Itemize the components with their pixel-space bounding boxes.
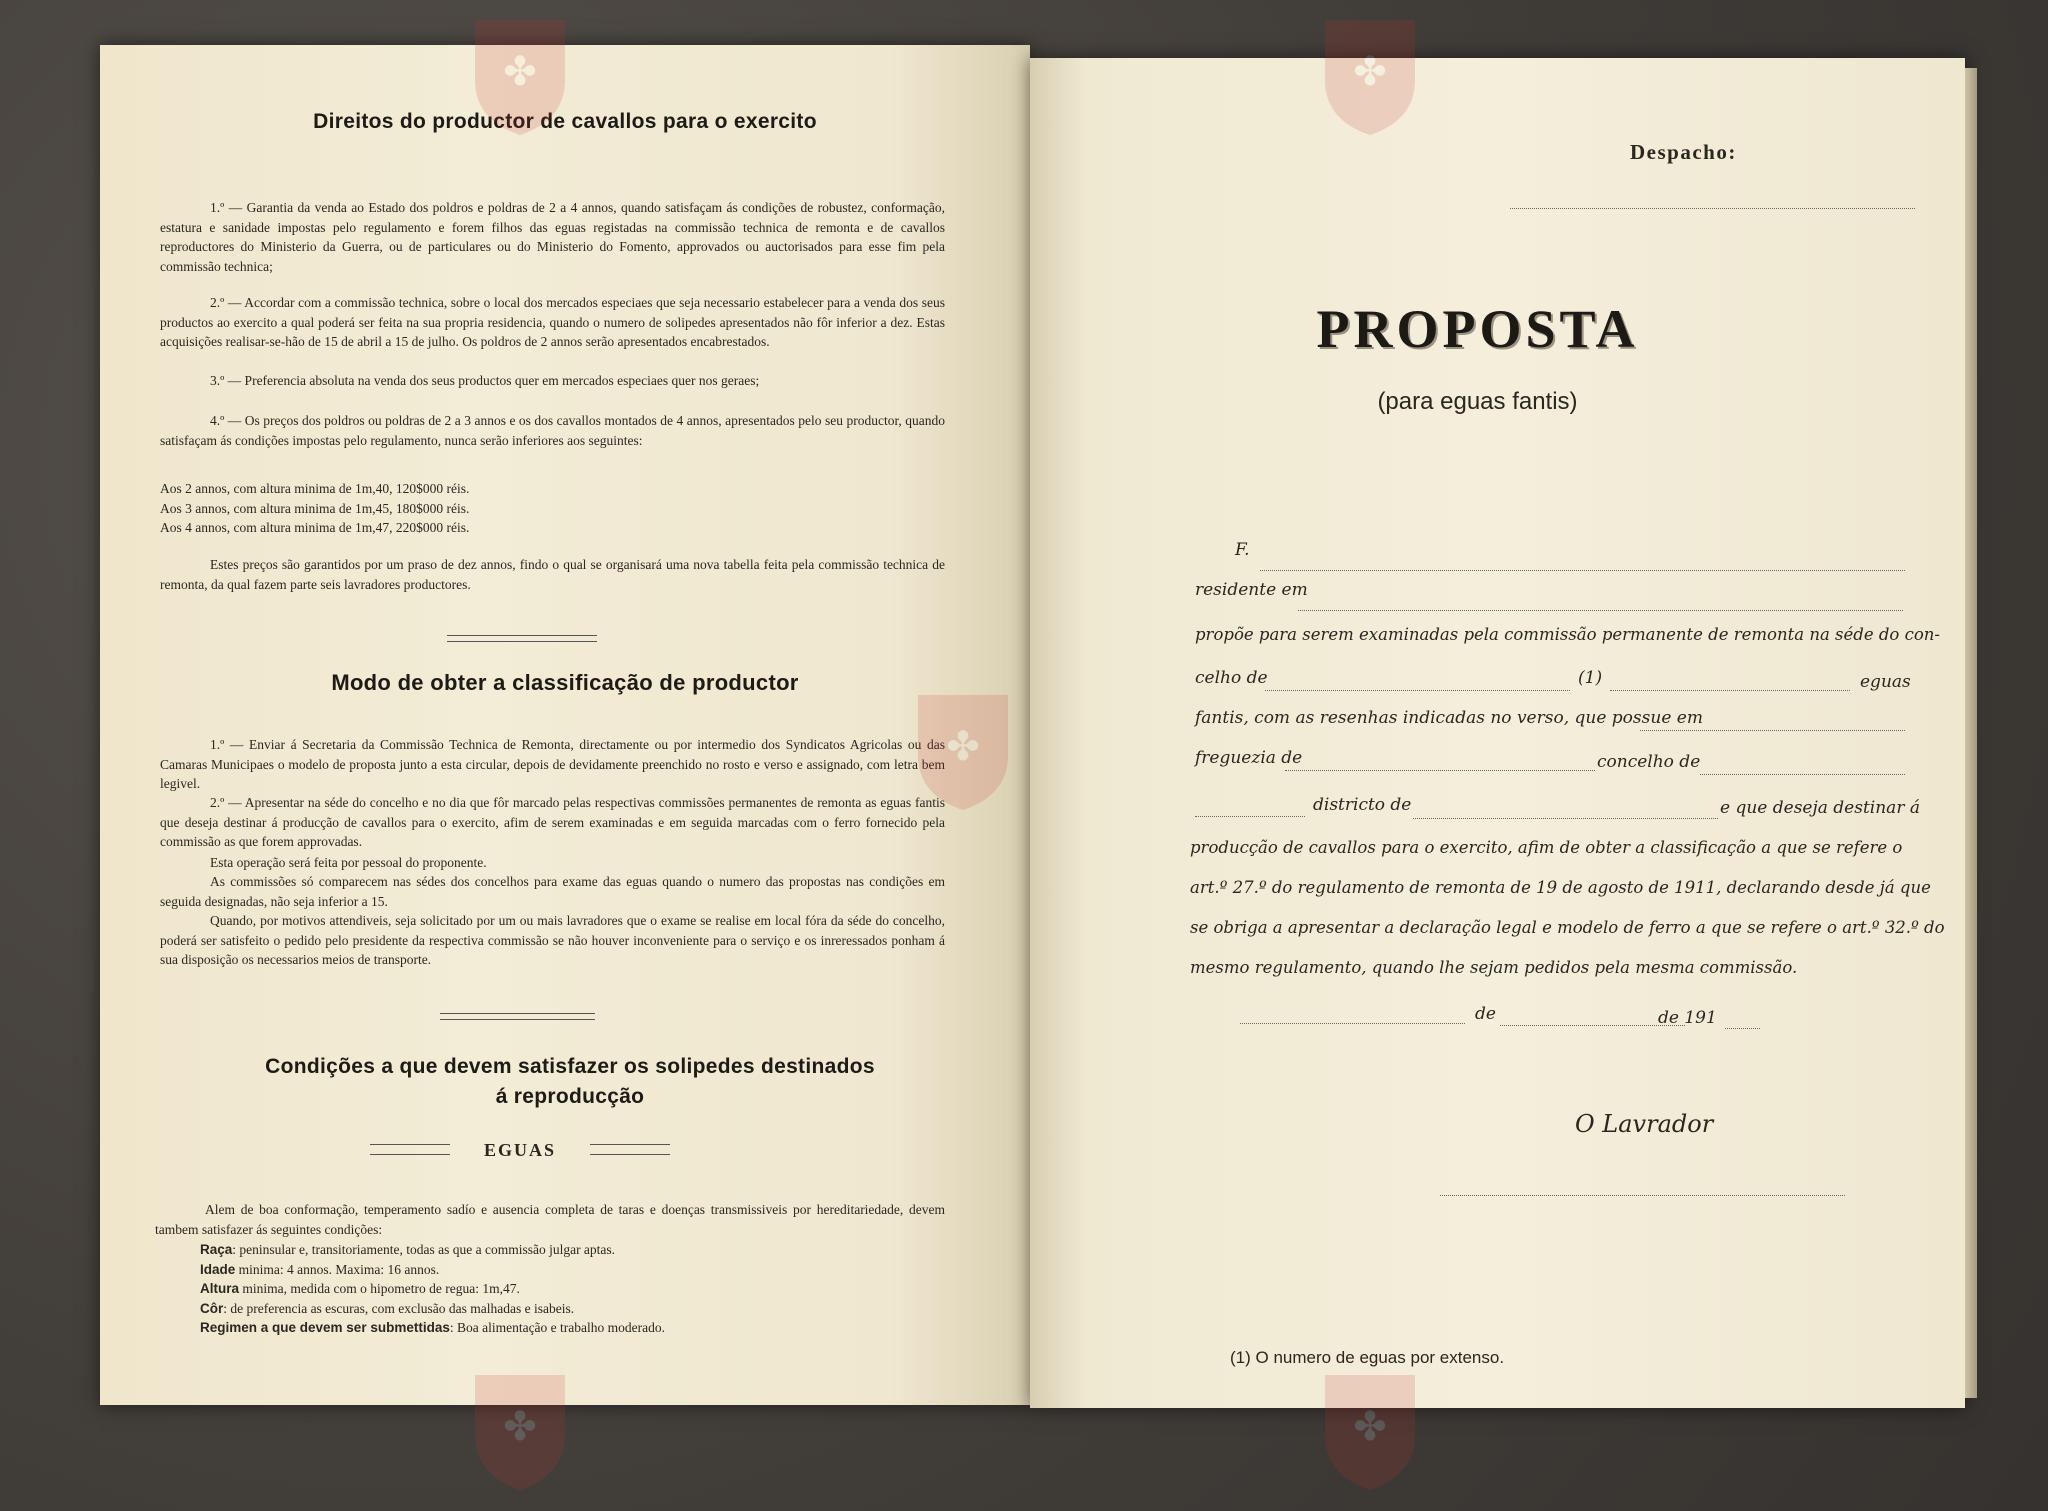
form-pre-districto-line[interactable] (1195, 816, 1305, 817)
svg-text:✤: ✤ (1353, 49, 1387, 95)
price-3-years: Aos 3 annos, com altura minima de 1m,45, 180$000 réis. (160, 500, 470, 516)
right-page (1030, 58, 1965, 1408)
form-line-10: se obriga a apresentar a declaração legal e modelo de ferro a que se refere o art.º 32.º do (1190, 918, 1945, 937)
form-f-label: F. (1235, 540, 1250, 560)
form-residence-line[interactable] (1298, 610, 1903, 611)
form-concelho-line[interactable] (1265, 690, 1570, 691)
rights-item-4: 4.º — Os preços dos poldros ou poldras de 2 a 3 annos e os dos cavallos montados de 4 annos, apresentados pelo seu productor, quando satisfaçam ás condições impostas pelo regulamento, nunca serão inferiores aos seguintes: (160, 413, 945, 448)
rights-item-1: 1.º — Garantia da venda ao Estado dos poldros e poldras de 2 a 4 annos, quando satisfaçam ás condições de robustez, conformação, estatura e sanidade impostas pelo regulamento e forem filhos das eguas registadas na commissão technica de remonta e de cavallos reproductores do Ministerio da Guerra, ou de particulares ou do Ministerio do Fomento, approvados ou auctorisados para esse fim pela commissão technica; (160, 200, 945, 274)
condition-idade: Idade minima: 4 annos. Maxima: 16 annos. (200, 1261, 440, 1277)
form-concelho-de-label: celho de (1195, 668, 1268, 688)
despacho-line (1510, 208, 1915, 209)
form-possue-line[interactable] (1640, 730, 1905, 731)
condition-cor: Côr: de preferencia as escuras, com exclusão das malhadas e isabeis. (200, 1300, 575, 1316)
eguas-heading (370, 1140, 670, 1164)
heading-conditions-2: á reproducção (495, 1085, 645, 1108)
form-districto-label: districto de (1313, 795, 1412, 815)
svg-text:✤: ✤ (946, 724, 980, 770)
price-list (160, 479, 945, 538)
form-freguezia-label: freguezia de (1195, 748, 1303, 768)
form-footnote-ref: (1) (1578, 668, 1603, 688)
rights-item-3: 3.º — Preferencia absoluta na venda dos seus productos quer em mercados especiaes quer nos geraes; (210, 373, 760, 388)
form-freguezia-line[interactable] (1285, 770, 1595, 771)
watermark-seal-icon (1315, 1365, 1425, 1495)
form-de-label: de (1475, 1004, 1496, 1024)
heading-classification: Modo de obter a classificação de productor (331, 670, 799, 695)
heading-conditions-1: Condições a que devem satisfazer os solipedes destinados (265, 1055, 875, 1078)
condition-raca: Raça: peninsular e, transitoriamente, todas as que a commissão julgar aptas. (200, 1242, 616, 1257)
conditions-list (200, 1240, 940, 1338)
condition-regimen: Regimen a que devem ser submettidas: Boa alimentação e trabalho moderado. (200, 1320, 666, 1335)
form-line-3: propõe para serem examinadas pela commissão permanente de remonta na séde do con- (1195, 625, 1940, 644)
price-2-years: Aos 2 annos, com altura minima de 1m,40, 120$000 réis. (160, 481, 470, 496)
form-concelho-label: concelho de (1597, 752, 1701, 772)
conditions-intro: Alem de boa conformação, temperamento sadío e ausencia completa de taras e doenças transmissiveis por hereditariedade, devem tambem satisfazer ás seguintes condições: (155, 1202, 945, 1237)
watermark-seal-icon (465, 10, 575, 140)
rights-item-2: 2.º — Accordar com a commissão technica, sobre o local dos mercados especiaes que seja necessario estabelecer para a venda dos seus productos ao exercito a qual poderá ser feita na sua propria residencia, quando o numero de solipedes apresentados não fôr inferior a dez. Estas acquisições realisar-se-hão de 15 de abril a 15 de julho. Os poldros de 2 annos serão apresentados encabrestados. (160, 295, 945, 349)
form-districto-line[interactable] (1413, 818, 1718, 819)
form-year-line[interactable] (1725, 1028, 1760, 1029)
form-line-9: art.º 27.º do regulamento de remonta de 19 de agosto de 1911, declarando desde já que (1190, 878, 1931, 897)
form-concelho-2-line[interactable] (1700, 774, 1905, 775)
procedure-item-5: Quando, por motivos attendiveis, seja solicitado por um ou mais lavradores que o exame se realise em local fóra da séde do concelho, poderá ser satisfeito o pedido pelo presidente da respectiva commissão se não houver inconveniente para o serviço e os inreressados ponham á sua disposição os necessarios meios de transporte. (160, 913, 945, 967)
form-name-line[interactable] (1260, 570, 1905, 571)
watermark-seal-icon (465, 1365, 575, 1495)
svg-text:✤: ✤ (503, 49, 537, 95)
signature-line[interactable] (1440, 1195, 1845, 1196)
procedure-item-3: Esta operação será feita por pessoal do proponente. (210, 855, 487, 870)
heading-rights: Direitos do productor de cavallos para o exercito (313, 110, 817, 133)
lavrador-label: O Lavrador (1575, 1110, 1714, 1138)
proposta-title: PROPOSTA (1316, 299, 1639, 359)
form-line-11: mesmo regulamento, quando lhe sejam pedidos pela mesma commissão. (1190, 958, 1798, 977)
form-day-line[interactable] (1240, 1023, 1465, 1024)
form-residente-label: residente em (1195, 580, 1308, 600)
left-page (100, 45, 1030, 1405)
form-fantis-line: fantis, com as resenhas indicadas no verso, que possue em (1195, 708, 1703, 728)
form-eguas-count-line[interactable] (1610, 690, 1850, 691)
form-destinar-label: e que deseja destinar á (1720, 798, 1920, 818)
procedure-item-1: 1.º — Enviar á Secretaria da Commissão Technica de Remonta, directamente ou por intermedio dos Syndicatos Agricolas ou das Camaras Municipaes o modelo de proposta junto a esta circular, depois de devidamente preenchido no rosto e verso e assignado, com letra bem legivel. (160, 737, 945, 791)
form-line-8: producção de cavallos para o exercito, afim de obter a classificação a que se refere o (1190, 838, 1903, 857)
proposta-subtitle: (para eguas fantis) (1377, 388, 1578, 415)
eguas-label: EGUAS (483, 1140, 556, 1160)
form-eguas-label: eguas (1860, 672, 1911, 692)
divider-2 (440, 1013, 595, 1020)
procedure-item-2: 2.º — Apresentar na séde do concelho e no dia que fôr marcado pelas respectivas commissões permanentes de remonta as eguas fantis que deseja destinar á producção de cavallos para o exercito, afim de serem examinadas e em seguida marcadas com o ferro fornecido pela commissão as que forem approvadas. (160, 795, 945, 849)
condition-altura: Altura minima, medida com o hipometro de regua: 1m,47. (200, 1281, 520, 1296)
svg-text:✤: ✤ (503, 1404, 537, 1450)
prices-note: Estes preços são garantidos por um praso de dez annos, findo o qual se organisará uma nova tabella feita pela commissão technica de remonta, da qual fazem parte seis lavradores productores. (160, 557, 945, 592)
procedure-item-4: As commissões só comparecem nas sédes dos concelhos para exame das eguas quando o numero das propostas nas condições em seguida designadas, não seja inferior a 15. (160, 874, 945, 909)
divider-1 (447, 635, 597, 642)
footnote: (1) O numero de eguas por extenso. (1230, 1348, 1505, 1367)
watermark-seal-icon (1315, 10, 1425, 140)
price-4-years: Aos 4 annos, com altura minima de 1m,47, 220$000 réis. (160, 520, 470, 535)
form-year-label: de 191 (1658, 1008, 1717, 1028)
page-stack-edge (1965, 68, 1977, 1398)
watermark-seal-icon (908, 685, 1018, 815)
despacho-label: Despacho: (1630, 140, 1737, 164)
svg-text:✤: ✤ (1353, 1404, 1387, 1450)
